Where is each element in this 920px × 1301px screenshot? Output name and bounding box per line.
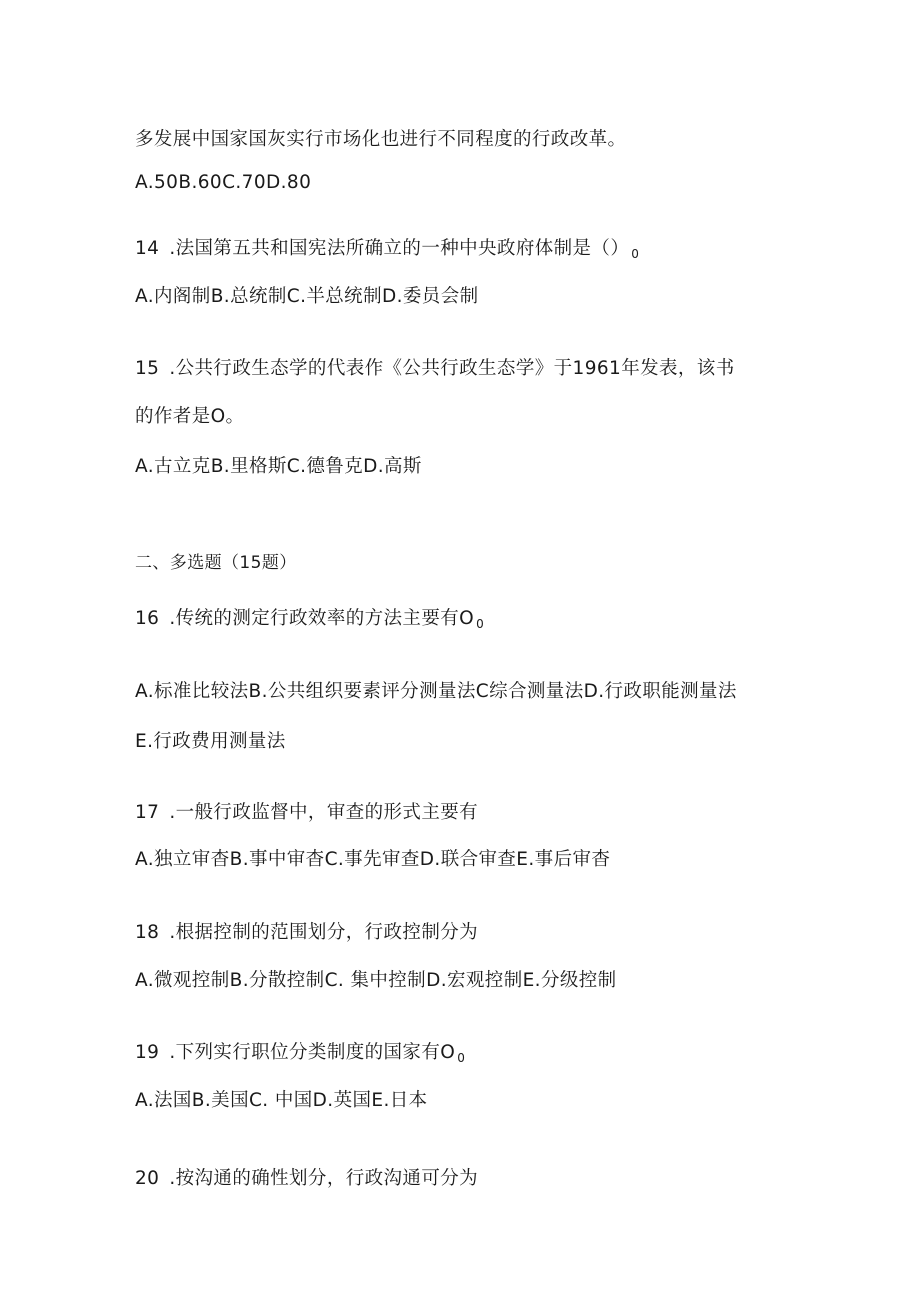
question-text: .公共行政生态学的代表作《公共行政生态学》于1961年发表，该书	[169, 358, 735, 379]
question-number: 14	[135, 238, 160, 259]
question-text: .按沟通的确性划分，行政沟通可分为	[169, 1168, 479, 1189]
question-text: .传统的测定行政效率的方法主要有O	[169, 608, 475, 629]
question-14-options: A.内阁制B.总统制C.半总统制D.委员会制	[135, 286, 479, 307]
question-18-options: A.微观控制B.分散控制C. 集中控制D.宏观控制E.分级控制	[135, 970, 617, 991]
question-number: 17	[135, 802, 160, 823]
question-13-continuation: 多发展中国家国灰实行市场化也进行不同程度的行政改革。	[135, 129, 627, 150]
question-16	[135, 607, 484, 636]
question-15-options: A.古立克B.里格斯C.德鲁克D.高斯	[135, 456, 422, 477]
question-19-options: A.法国B.美国C. 中国D.英国E.日本	[135, 1090, 428, 1111]
question-15	[135, 357, 735, 381]
question-18	[135, 921, 478, 945]
question-tail: 0	[476, 617, 485, 631]
question-15-continuation: 的作者是O。	[135, 406, 245, 427]
question-17-options: A.独立审杳B.事中审杳C.事先审查D.联合审查E.事后审杳	[135, 849, 611, 870]
question-number: 15	[135, 358, 160, 379]
question-text: .法国第五共和国宪法所确立的一种中央政府体制是（）	[169, 238, 630, 259]
question-16-options-continued: E.行政费用测量法	[135, 731, 286, 752]
question-number: 20	[135, 1168, 160, 1189]
question-tail: 0	[457, 1051, 466, 1065]
question-text: .根据控制的范围划分，行政控制分为	[169, 922, 479, 943]
question-tail: 0	[631, 247, 640, 261]
question-14	[135, 237, 639, 266]
question-text: .一般行政监督中，审查的形式主要有	[169, 802, 479, 823]
question-13-options: A.50B.60C.70D.80	[135, 172, 312, 193]
question-number: 19	[135, 1042, 160, 1063]
question-19	[135, 1041, 465, 1070]
question-20	[135, 1167, 478, 1191]
question-16-options: A.标准比较法B.公共组织要素评分测量法C综合测量法D.行政职能测量法	[135, 681, 737, 702]
question-number: 18	[135, 922, 160, 943]
question-text: .下列实行职位分类制度的国家有O	[169, 1042, 456, 1063]
question-number: 16	[135, 608, 160, 629]
section-heading: 二、多选题（15题）	[135, 553, 297, 573]
question-17	[135, 801, 478, 825]
